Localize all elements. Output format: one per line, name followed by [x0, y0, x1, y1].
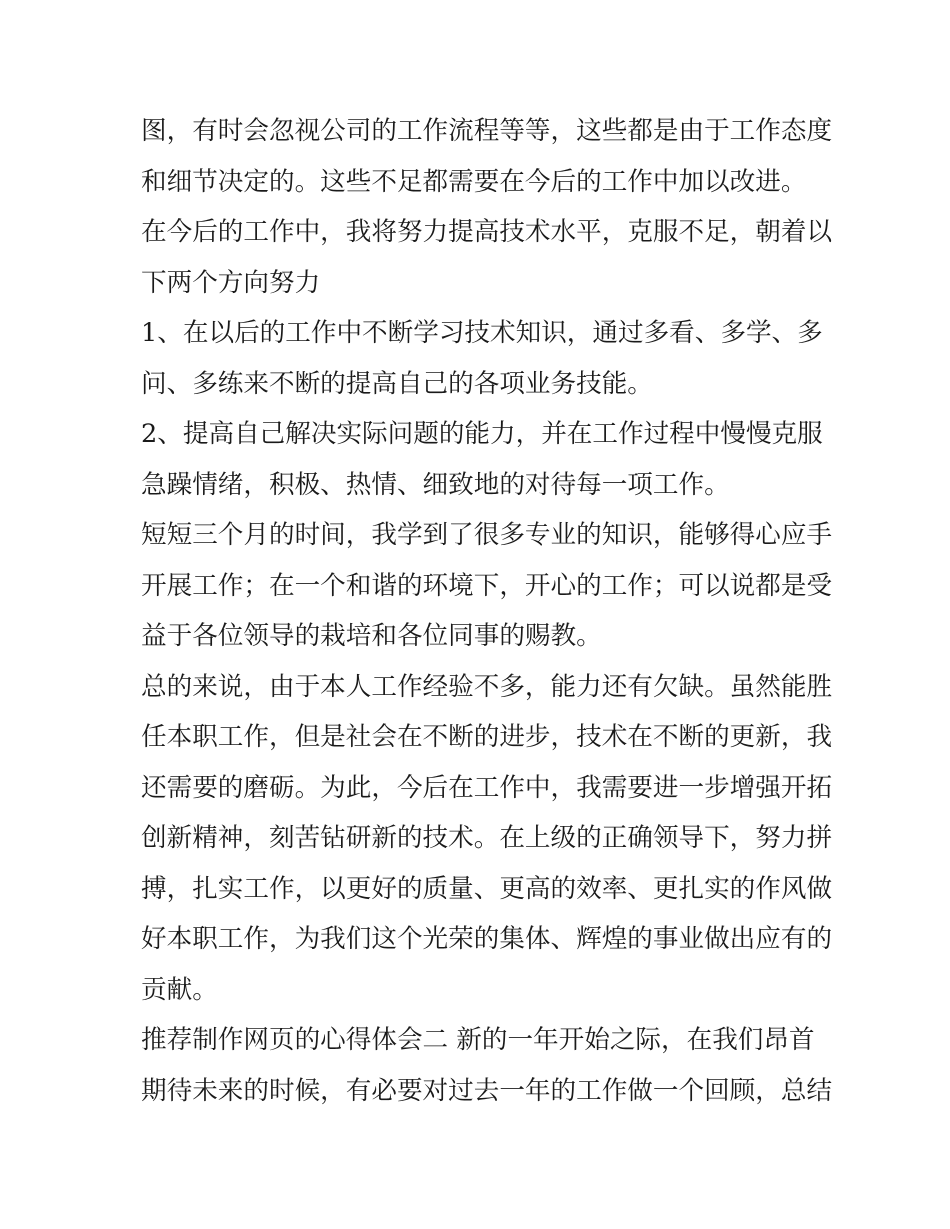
text-line: 开展工作；在一个和谐的环境下，开心的工作；可以说都是受: [141, 570, 833, 601]
text-line: 2、提高自己解决实际问题的能力，并在工作过程中慢慢克服: [141, 419, 823, 449]
text-line: 和细节决定的。这些不足都需要在今后的工作中加以改进。: [141, 166, 807, 197]
text-line: 益于各位领导的栽培和各位同事的赐教。: [141, 621, 602, 651]
text-line: 期待未来的时候，有必要对过去一年的工作做一个回顾，总结: [141, 1075, 833, 1106]
text-line: 贡献。: [141, 974, 218, 1005]
text-line: 1、在以后的工作中不断学习技术知识，通过多看、多学、多: [141, 318, 823, 348]
paragraph-work-attitude: [141, 106, 833, 207]
text-line: 创新精神，刻苦钻研新的技术。在上级的正确领导下，努力拼: [141, 823, 833, 853]
text-line: 急躁情绪，积极、热情、细致地的对待每一项工作。: [141, 469, 730, 500]
text-line: 短短三个月的时间，我学到了很多专业的知识，能够得心应手: [141, 520, 833, 550]
text-line: 在今后的工作中，我将努力提高技术水平，克服不足，朝着以: [141, 217, 833, 247]
text-line: 推荐制作网页的心得体会二 新的一年开始之际，在我们昂首: [141, 1025, 815, 1055]
text-line: 搏，扎实工作，以更好的质量、更高的效率、更扎实的作风做: [141, 873, 833, 904]
text-line: 图，有时会忽视公司的工作流程等等，这些都是由于工作态度: [141, 116, 833, 146]
text-line: 下两个方向努力: [141, 267, 321, 298]
text-line: 总的来说，由于本人工作经验不多，能力还有欠缺。虽然能胜: [141, 671, 833, 702]
paragraph-essay-two-intro: [141, 1015, 833, 1116]
text-line: 任本职工作，但是社会在不断的进步，技术在不断的更新，我: [141, 722, 833, 752]
paragraph-item-1: [141, 308, 823, 409]
text-line: 好本职工作，为我们这个光荣的集体、辉煌的事业做出应有的: [141, 924, 833, 954]
paragraph-future-direction: [141, 207, 833, 308]
text-line: 问、多练来不断的提高自己的各项业务技能。: [141, 368, 653, 399]
text-line: 还需要的磨砺。为此，今后在工作中，我需要进一步增强开拓: [141, 772, 833, 803]
document-body: [141, 106, 833, 1116]
paragraph-item-2: [141, 409, 823, 510]
paragraph-summary: [141, 662, 833, 1016]
paragraph-three-months: [141, 510, 833, 662]
